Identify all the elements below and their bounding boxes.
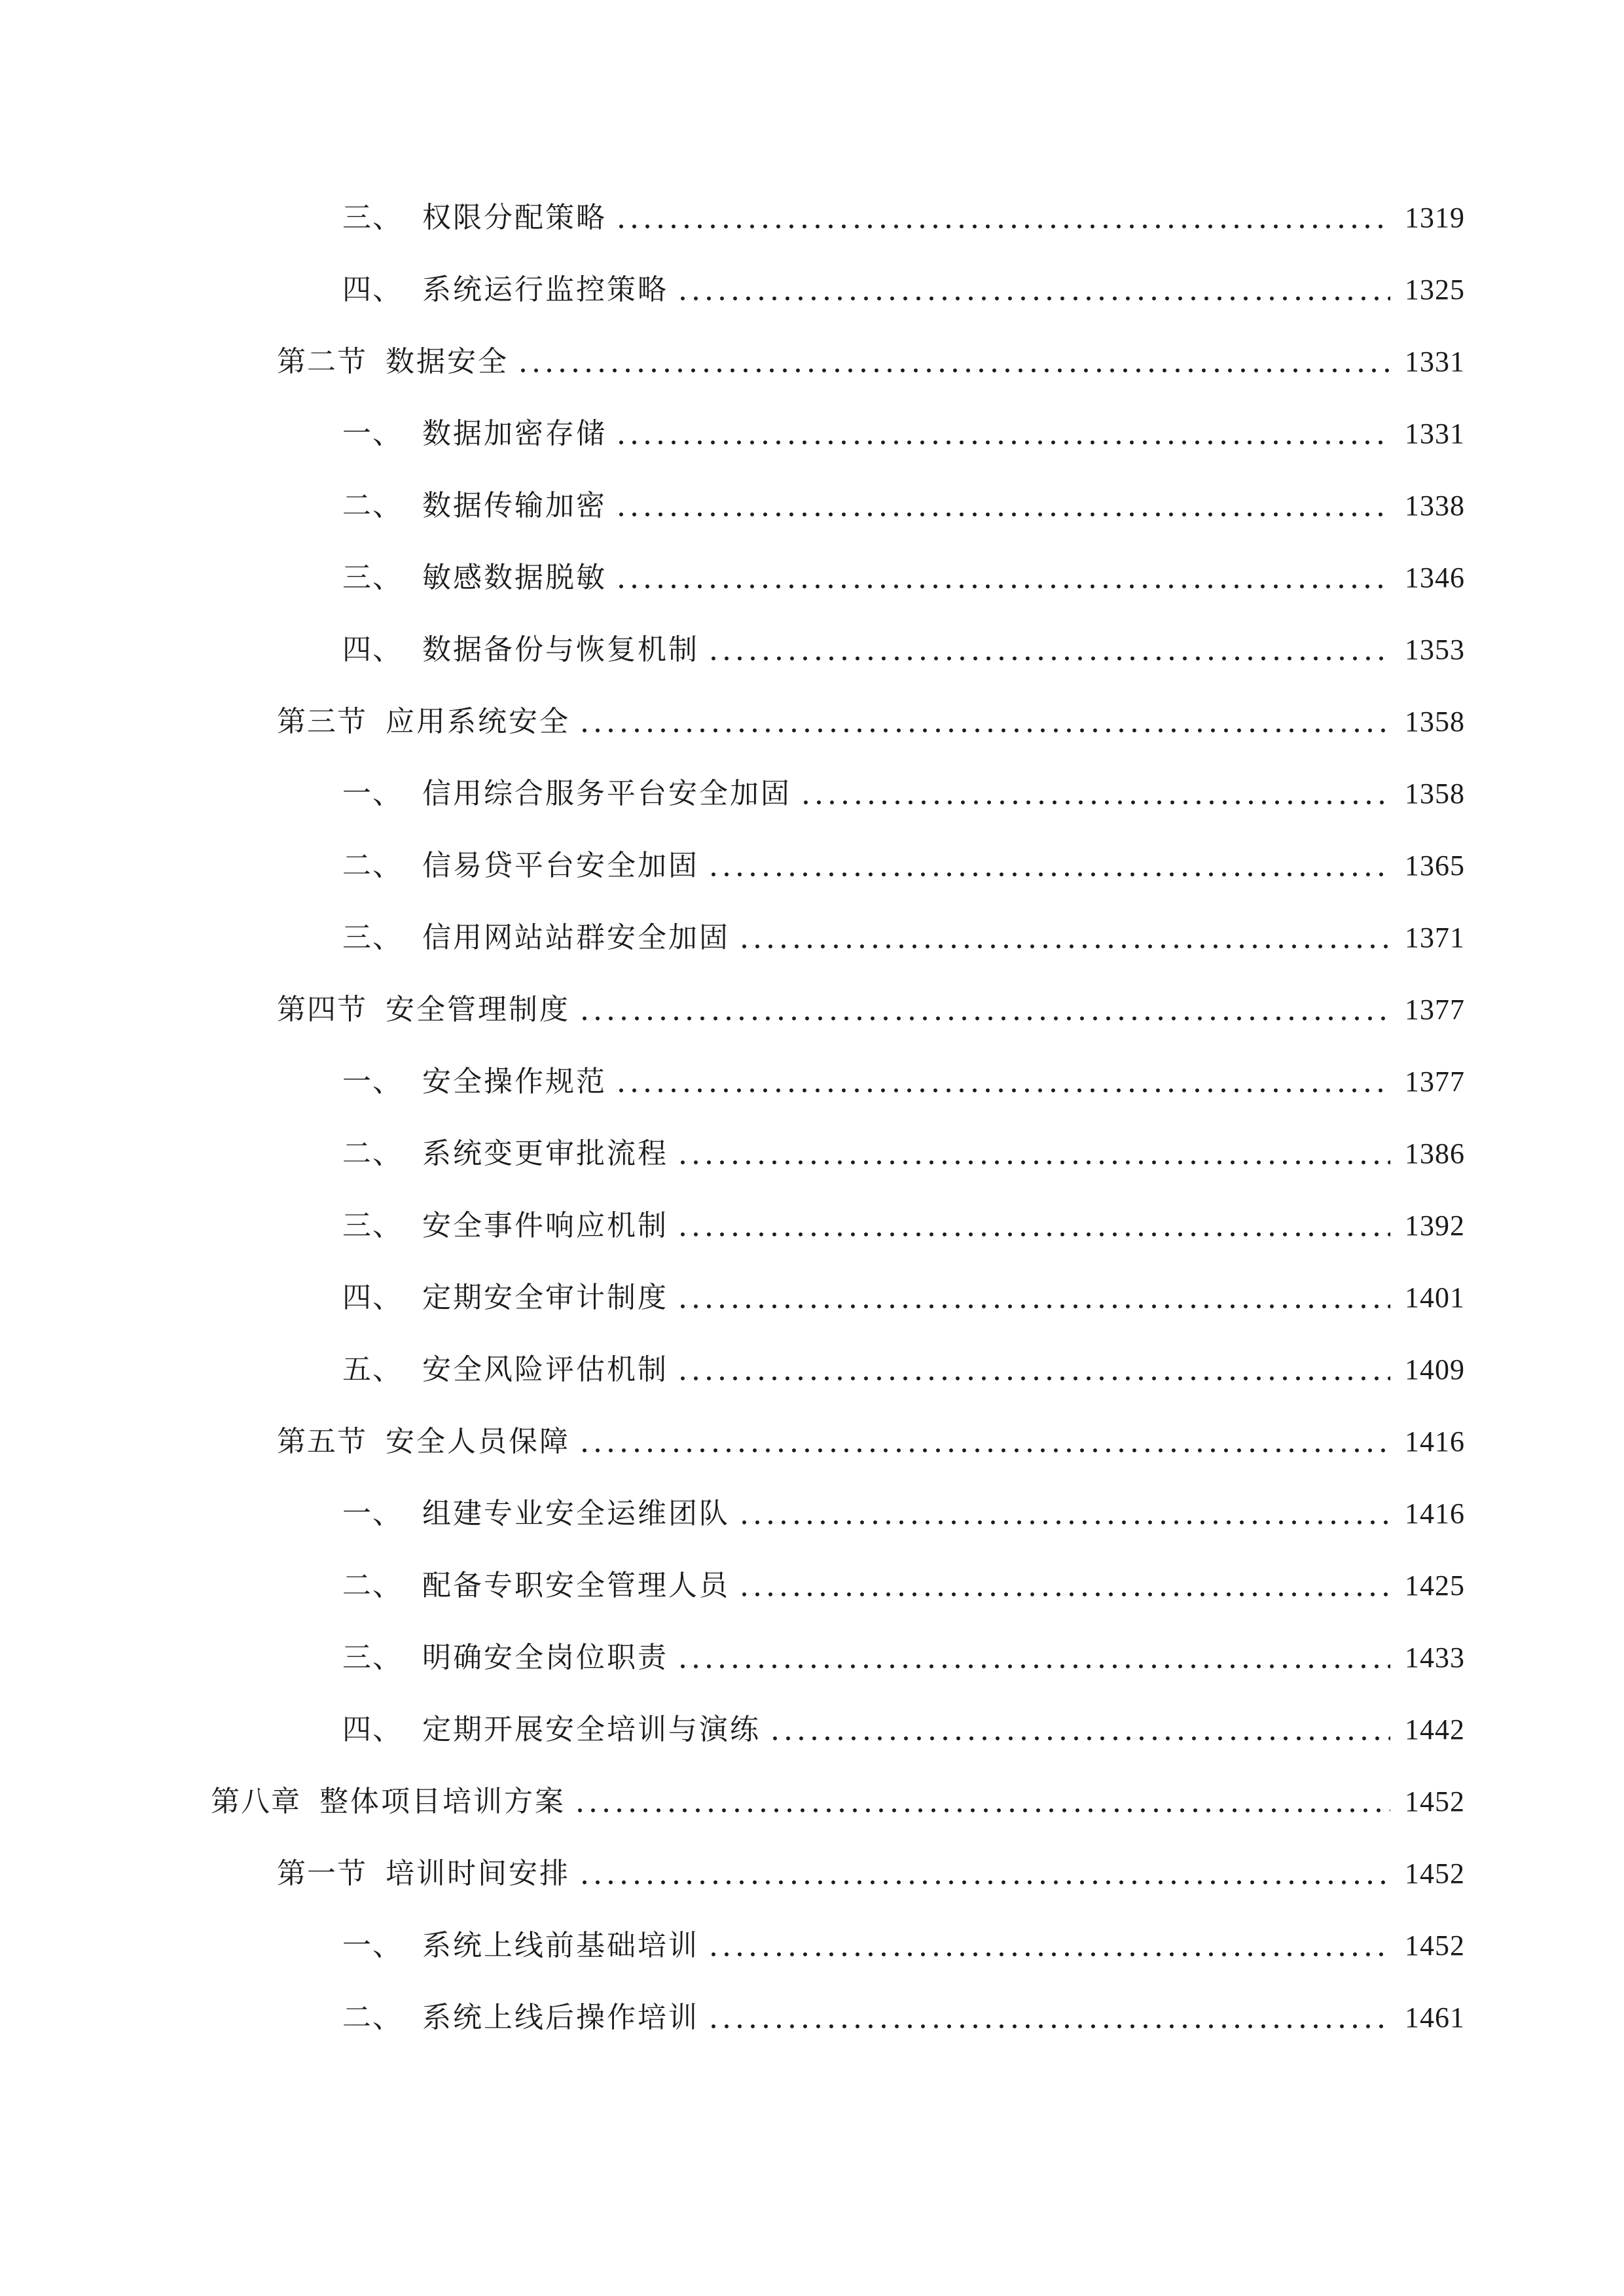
toc-dot-leader <box>676 1643 1390 1672</box>
toc-entry[interactable] <box>0 1118 1624 1190</box>
toc-dot-leader <box>676 276 1390 304</box>
toc-entry-page-number: 1452 <box>1405 1929 1465 1962</box>
toc-entry-title: 数据传输加密 <box>422 489 607 522</box>
toc-entry-page-number: 1442 <box>1405 1713 1465 1746</box>
toc-entry-number: 一、 <box>342 1497 403 1530</box>
toc-entry-page-number: 1452 <box>1405 1857 1465 1890</box>
toc-entry-number: 一、 <box>342 1929 403 1962</box>
toc-entry-title: 系统变更审批流程 <box>422 1137 668 1170</box>
toc-entry-number: 第二节 <box>277 345 367 378</box>
toc-dot-leader <box>676 1283 1390 1312</box>
toc-entry[interactable] <box>0 1766 1624 1838</box>
toc-dot-leader <box>738 924 1390 952</box>
toc-dot-leader <box>615 492 1390 520</box>
toc-entry[interactable] <box>0 1982 1624 2054</box>
toc-entry[interactable] <box>0 1334 1624 1406</box>
toc-dot-leader <box>578 708 1390 736</box>
toc-entry-number: 三、 <box>342 1209 403 1242</box>
toc-entry[interactable] <box>0 1550 1624 1622</box>
toc-entry-number: 第四节 <box>277 993 367 1026</box>
toc-dot-leader <box>573 1787 1390 1816</box>
toc-entry-page-number: 1358 <box>1405 778 1465 810</box>
toc-entry-page-number: 1358 <box>1405 706 1465 738</box>
toc-entry-page-number: 1392 <box>1405 1210 1465 1242</box>
toc-dot-leader <box>615 564 1390 592</box>
toc-entry[interactable] <box>0 398 1624 470</box>
toc-entry-title: 系统运行监控策略 <box>422 273 668 306</box>
toc-entry-page-number: 1452 <box>1405 1785 1465 1818</box>
toc-entry-page-number: 1353 <box>1405 634 1465 666</box>
toc-entry-number: 三、 <box>342 921 403 954</box>
toc-entry-title: 信用综合服务平台安全加固 <box>422 777 791 810</box>
toc-entry-number: 三、 <box>342 561 403 594</box>
toc-entry-number: 三、 <box>342 1641 403 1674</box>
toc-entry-page-number: 1386 <box>1405 1138 1465 1170</box>
toc-entry-title: 安全管理制度 <box>386 993 570 1026</box>
toc-entry-title: 数据安全 <box>386 345 509 378</box>
toc-entry-title: 明确安全岗位职责 <box>422 1641 668 1674</box>
toc-entry[interactable] <box>0 1262 1624 1334</box>
toc-entry[interactable] <box>0 1622 1624 1694</box>
toc-entry-page-number: 1331 <box>1405 418 1465 450</box>
toc-dot-leader <box>707 636 1390 664</box>
toc-entry[interactable] <box>0 1694 1624 1766</box>
toc-entry-page-number: 1377 <box>1405 994 1465 1026</box>
toc-entry-page-number: 1365 <box>1405 850 1465 882</box>
toc-entry-page-number: 1416 <box>1405 1498 1465 1530</box>
toc-entry-number: 五、 <box>342 1353 403 1386</box>
toc-dot-leader <box>738 1571 1390 1600</box>
toc-entry-number: 第一节 <box>277 1857 367 1890</box>
toc-entry[interactable] <box>0 470 1624 542</box>
toc-entry[interactable] <box>0 1406 1624 1478</box>
toc-entry-number: 二、 <box>342 1137 403 1170</box>
toc-entry-title: 定期开展安全培训与演练 <box>422 1713 761 1746</box>
toc-entry-number: 二、 <box>342 1569 403 1602</box>
toc-dot-leader <box>799 780 1390 808</box>
toc-entry-number: 第五节 <box>277 1425 367 1458</box>
toc-entry-title: 培训时间安排 <box>386 1857 570 1890</box>
toc-dot-leader <box>578 1859 1390 1888</box>
toc-dot-leader <box>707 2003 1390 2032</box>
toc-entry-title: 安全操作规范 <box>422 1065 607 1098</box>
toc-entry-title: 安全事件响应机制 <box>422 1209 668 1242</box>
toc-dot-leader <box>615 204 1390 232</box>
toc-entry-title: 数据加密存储 <box>422 417 607 450</box>
toc-entry-title: 安全风险评估机制 <box>422 1353 668 1386</box>
toc-dot-leader <box>578 1427 1390 1456</box>
toc-entry-title: 敏感数据脱敏 <box>422 561 607 594</box>
toc-entry-page-number: 1401 <box>1405 1282 1465 1314</box>
toc-entry-title: 信用网站站群安全加固 <box>422 921 730 954</box>
toc-entry[interactable] <box>0 542 1624 614</box>
toc-dot-leader <box>768 1715 1390 1744</box>
toc-entry[interactable] <box>0 1910 1624 1982</box>
toc-entry-title: 权限分配策略 <box>422 201 607 234</box>
toc-entry[interactable] <box>0 902 1624 974</box>
toc-entry-number: 三、 <box>342 201 403 234</box>
toc-entry-title: 系统上线前基础培训 <box>422 1929 699 1962</box>
toc-dot-leader <box>615 420 1390 448</box>
toc-entry-title: 组建专业安全运维团队 <box>422 1497 730 1530</box>
toc-entry-number: 一、 <box>342 417 403 450</box>
toc-entry-number: 一、 <box>342 1065 403 1098</box>
toc-entry-title: 整体项目培训方案 <box>319 1785 566 1818</box>
toc-entry-title: 系统上线后操作培训 <box>422 2001 699 2034</box>
toc-entry-page-number: 1377 <box>1405 1066 1465 1098</box>
toc-dot-leader <box>578 996 1390 1024</box>
toc-dot-leader <box>738 1499 1390 1528</box>
toc-dot-leader <box>615 1067 1390 1096</box>
toc-dot-leader <box>676 1211 1390 1240</box>
toc-entry-title: 信易贷平台安全加固 <box>422 849 699 882</box>
toc-entry[interactable] <box>0 254 1624 326</box>
toc-dot-leader <box>676 1355 1390 1384</box>
toc-entry-page-number: 1325 <box>1405 274 1465 306</box>
toc-entry-page-number: 1331 <box>1405 346 1465 378</box>
toc-entry[interactable] <box>0 1046 1624 1118</box>
toc-entry-page-number: 1409 <box>1405 1354 1465 1386</box>
toc-entry[interactable] <box>0 974 1624 1046</box>
toc-entry-page-number: 1416 <box>1405 1426 1465 1458</box>
toc-entry[interactable] <box>0 614 1624 686</box>
toc-entry-number: 四、 <box>342 273 403 306</box>
toc-entry[interactable] <box>0 1838 1624 1910</box>
toc-entry-page-number: 1433 <box>1405 1641 1465 1674</box>
toc-entry-number: 二、 <box>342 489 403 522</box>
toc-entry-page-number: 1346 <box>1405 562 1465 594</box>
table-of-contents <box>0 182 1624 2054</box>
toc-dot-leader <box>707 1931 1390 1960</box>
toc-entry[interactable] <box>0 1478 1624 1550</box>
toc-entry-title: 配备专职安全管理人员 <box>422 1569 730 1602</box>
toc-entry[interactable] <box>0 830 1624 902</box>
toc-entry-page-number: 1371 <box>1405 922 1465 954</box>
toc-entry-page-number: 1338 <box>1405 490 1465 522</box>
toc-entry[interactable] <box>0 1190 1624 1262</box>
toc-entry[interactable] <box>0 182 1624 254</box>
toc-entry-number: 四、 <box>342 1281 403 1314</box>
toc-entry[interactable] <box>0 686 1624 758</box>
toc-entry-page-number: 1319 <box>1405 202 1465 234</box>
toc-entry-number: 四、 <box>342 1713 403 1746</box>
toc-entry-number: 二、 <box>342 2001 403 2034</box>
toc-dot-leader <box>676 1139 1390 1168</box>
toc-entry-title: 应用系统安全 <box>386 705 570 738</box>
toc-dot-leader <box>516 348 1390 376</box>
toc-entry-number: 四、 <box>342 633 403 666</box>
toc-entry-title: 数据备份与恢复机制 <box>422 633 699 666</box>
toc-entry-number: 二、 <box>342 849 403 882</box>
toc-entry-title: 安全人员保障 <box>386 1425 570 1458</box>
toc-entry-page-number: 1461 <box>1405 2001 1465 2034</box>
toc-dot-leader <box>707 852 1390 880</box>
toc-entry-page-number: 1425 <box>1405 1570 1465 1602</box>
toc-entry-title: 定期安全审计制度 <box>422 1281 668 1314</box>
toc-entry-number: 第三节 <box>277 705 367 738</box>
toc-entry[interactable] <box>0 326 1624 398</box>
toc-entry-number: 第八章 <box>211 1785 301 1818</box>
toc-entry[interactable] <box>0 758 1624 830</box>
toc-entry-number: 一、 <box>342 777 403 810</box>
